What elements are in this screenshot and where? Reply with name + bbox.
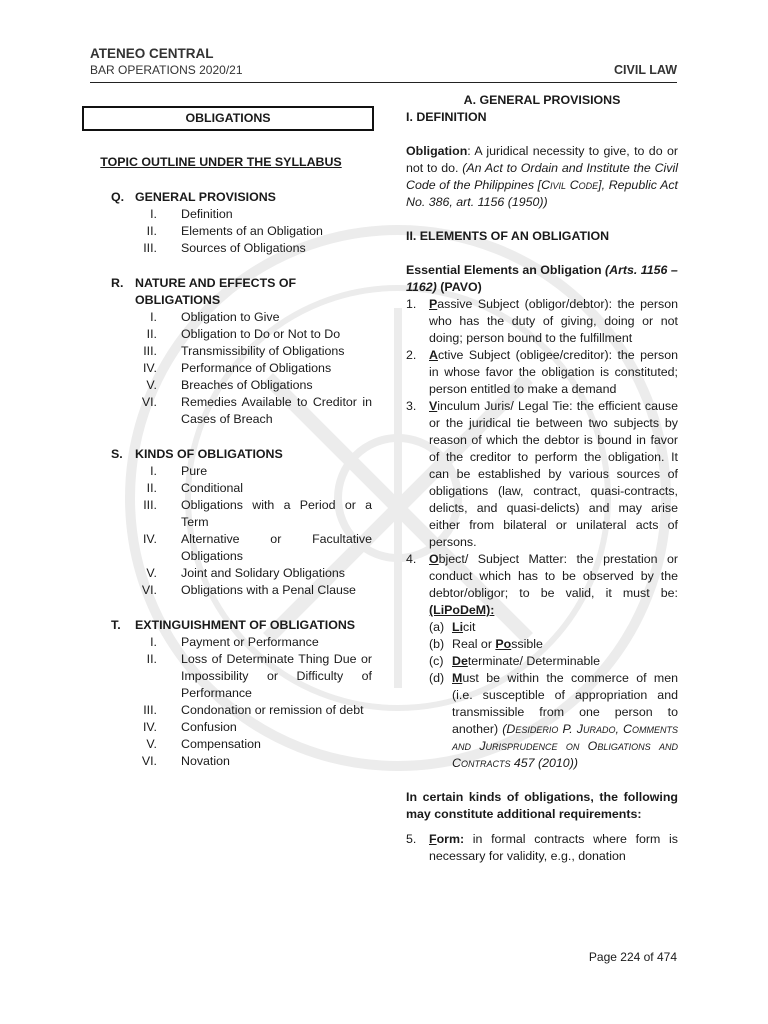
header-subtitle: BAR OPERATIONS 2020/21 xyxy=(90,63,243,77)
outline-item: VI. Novation xyxy=(141,754,230,768)
outline-item: III. Obligations with a Period or a Term xyxy=(143,498,372,529)
outline-item: IV. Confusion xyxy=(142,720,237,734)
outline-item: V. Breaches of Obligations xyxy=(146,378,313,392)
header-rule xyxy=(90,82,677,83)
object-subitem: (c) Determinate/ Determinable xyxy=(429,654,601,668)
outline-item: VI. Remedies Available to Creditor in Cases of Breach xyxy=(141,395,372,426)
element-item: 4. Object/ Subject Matter: the prestation or conduct which has to be observed by the debtor/obligor; to be valid, it must be: (LiPoDeM): xyxy=(406,552,678,617)
section-letter: Q. xyxy=(111,190,125,204)
element-item: 3. Vinculum Juris/ Legal Tie: the efficient cause or the juridical tie between two subjects by reason of which the debtor is bound in favor of the creditor to perform the obligation. It can be established by various sources of obligations (law, contract, quasi-contracts, delicts, and quasi-delicts) and may arise either from bilateral or unilateral acts of persons. xyxy=(406,399,678,549)
left-column xyxy=(90,106,372,770)
obligations-box-title: OBLIGATIONS xyxy=(82,106,374,131)
essential-elements-heading: Essential Elements an Obligation (Arts. 1156 – 1162) (PAVO) xyxy=(406,263,678,294)
outline-item: III. Condonation or remission of debt xyxy=(143,703,364,717)
element-item: 2. Active Subject (obligee/creditor): the person in whose favor the obligation is constituted; person entitled to make a demand xyxy=(406,348,678,396)
object-subitem: (d) Must be within the commerce of men (i.e. susceptible of appropriation and transmissible from one person to another) (Desiderio P. Jurado, Comments and Jurisprudence on Obligations and Contracts 457 (2010)) xyxy=(429,671,678,770)
outline-item: II. Obligation to Do or Not to Do xyxy=(146,327,341,341)
element-item: 1. Passive Subject (obligor/debtor): the person who has the duty of giving, doing or not doing; person bound to the fulfillment xyxy=(406,297,678,345)
header-org: ATENEO CENTRAL xyxy=(90,46,214,61)
section-letter: R. xyxy=(111,276,124,290)
definition-heading: I. DEFINITION xyxy=(406,110,487,124)
outline-item: V. Joint and Solidary Obligations xyxy=(146,566,345,580)
outline-heading: TOPIC OUTLINE UNDER THE SYLLABUS xyxy=(100,155,342,169)
definition-paragraph: Obligation: A juridical necessity to give, to do or not to do. (An Act to Ordain and Institute the Civil Code of the Philippines [Civil Code], Republic Act No. 386, art. 1156 (1950)) xyxy=(406,144,678,209)
outline-item: I. Payment or Performance xyxy=(150,635,319,649)
right-column xyxy=(406,92,678,865)
header-subject: CIVIL LAW xyxy=(614,63,677,77)
section-title: GENERAL PROVISIONS xyxy=(135,190,276,204)
outline-item: IV. Alternative or Facultative Obligations xyxy=(142,532,372,563)
outline-item: I. Pure xyxy=(150,464,208,478)
additional-requirements-heading: In certain kinds of obligations, the following may constitute additional requirements: xyxy=(406,790,678,821)
section-title: A. GENERAL PROVISIONS xyxy=(463,93,621,107)
elements-heading: II. ELEMENTS OF AN OBLIGATION xyxy=(406,229,610,243)
outline-item: II. Elements of an Obligation xyxy=(146,224,323,238)
section-letter: S. xyxy=(111,447,123,461)
section-title: NATURE AND EFFECTS OF OBLIGATIONS xyxy=(135,276,297,307)
outline-item: II. Conditional xyxy=(146,481,243,495)
outline-item: VI. Obligations with a Penal Clause xyxy=(141,583,356,597)
element-item: 5. Form: in formal contracts where form is necessary for validity, e.g., donation xyxy=(406,832,678,863)
outline-item: III. Sources of Obligations xyxy=(143,241,306,255)
object-subitem: (a) Licit xyxy=(429,620,476,634)
object-subitem: (b) Real or Possible xyxy=(429,637,543,651)
lipodem-label: (LiPoDeM): xyxy=(429,603,495,617)
section-letter: T. xyxy=(111,618,121,632)
section-title: KINDS OF OBLIGATIONS xyxy=(135,447,283,461)
outline-item: I. Definition xyxy=(150,207,233,221)
outline-item: IV. Performance of Obligations xyxy=(142,361,332,375)
outline-section xyxy=(90,617,372,770)
page-number: Page 224 of 474 xyxy=(588,950,677,964)
outline-section xyxy=(90,446,372,599)
outline-section xyxy=(90,189,372,257)
section-title: EXTINGUISHMENT OF OBLIGATIONS xyxy=(135,618,356,632)
outline-item: I. Obligation to Give xyxy=(150,310,280,324)
outline-section xyxy=(90,275,372,428)
outline-item: III. Transmissibility of Obligations xyxy=(143,344,345,358)
outline-item: V. Compensation xyxy=(146,737,261,751)
outline-item: II. Loss of Determinate Thing Due or Impossibility or Difficulty of Performance xyxy=(146,652,372,700)
